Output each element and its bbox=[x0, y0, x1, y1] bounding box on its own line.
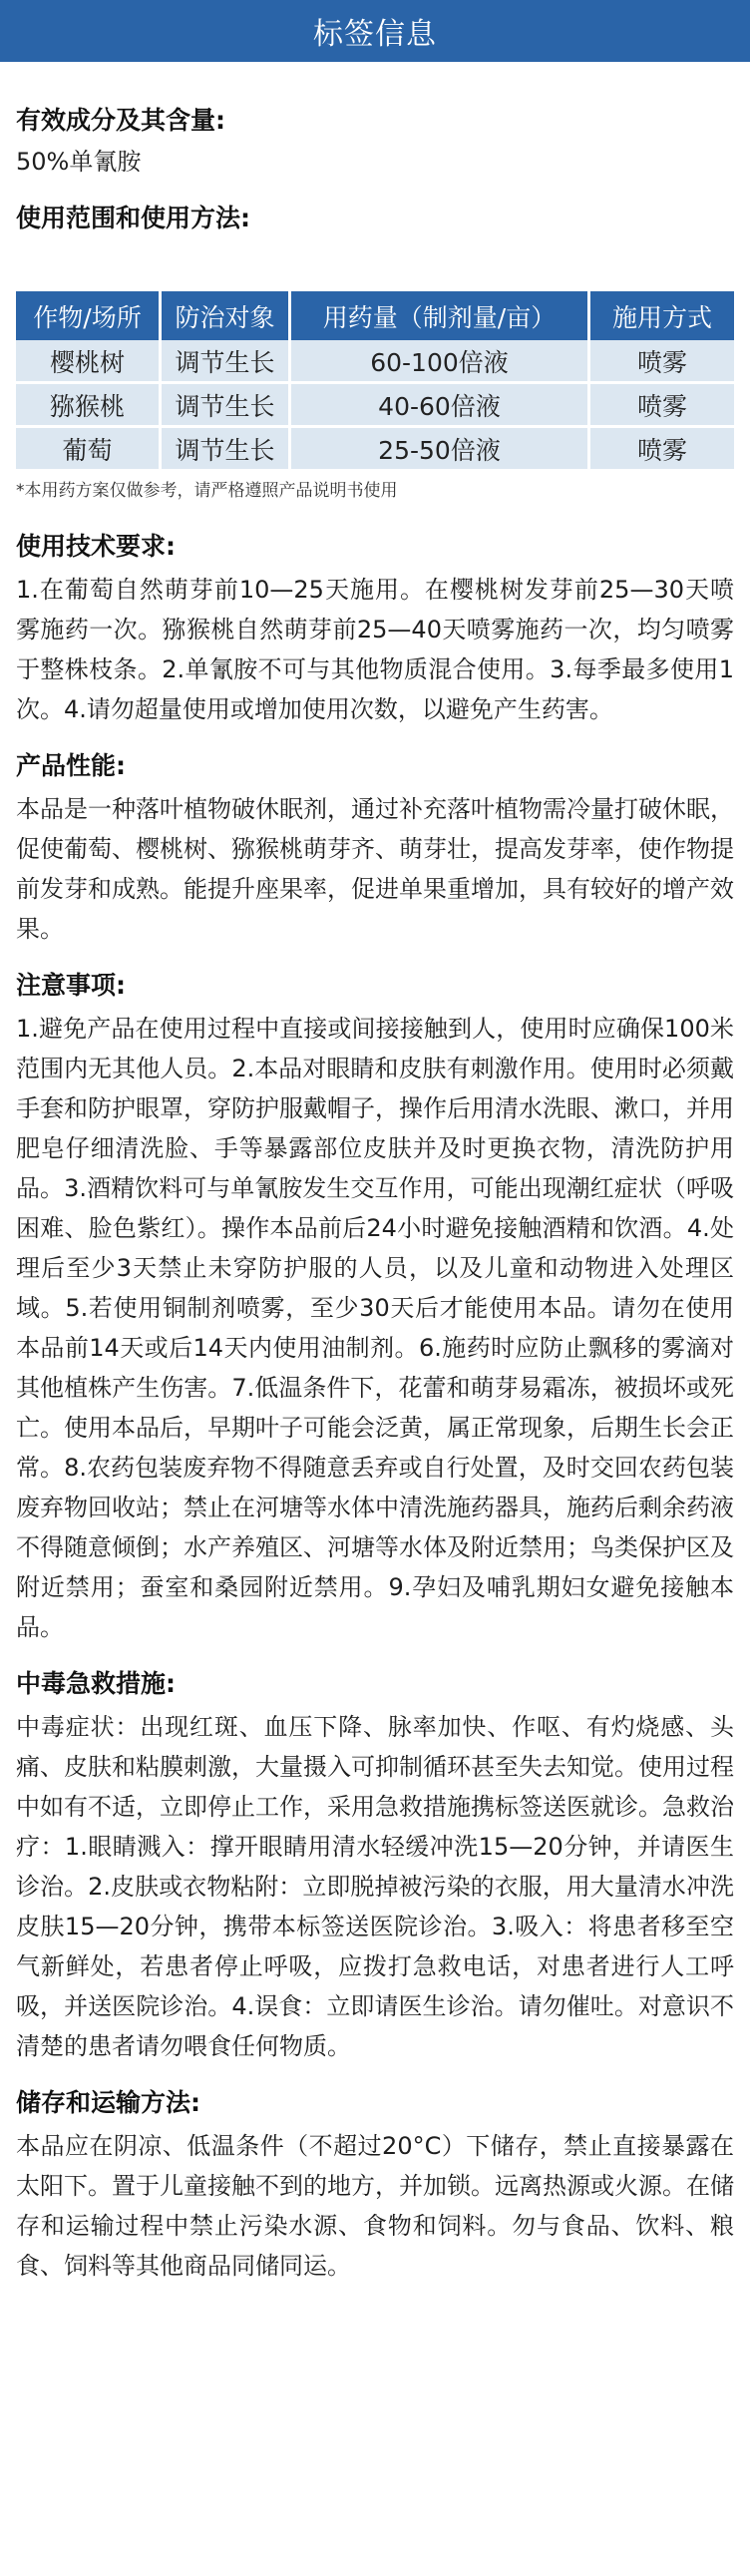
table-row bbox=[16, 340, 734, 384]
table-row bbox=[16, 384, 734, 428]
ingredient-section bbox=[16, 104, 734, 182]
firstaid-text: 中毒症状：出现红斑、血压下降、脉率加快、作呕、有灼烧感、头痛、皮肤和粘膜刺激，大量摄入可抑制循环甚至失去知觉。使用过程中如有不适，立即停止工作，采用急救措施携标签送医就诊。急救治疗：1.眼睛溅入：撑开眼睛用清水轻缓冲洗15—20分钟，并请医生诊治。2.皮肤或衣物粘附：立即脱掉被污染的衣服，用大量清水冲洗皮肤15—20分钟，携带本标签送医院诊治。3.吸入：将患者移至空气新鲜处，若患者停止呼吸，应拨打急救电话，对患者进行人工呼吸，并送医院诊治。4.误食：立即请医生诊治。请勿催吐。对意识不清楚的患者请勿喂食任何物质。 bbox=[16, 1713, 734, 2060]
column-header-dosage: 用药量（制剂量/亩） bbox=[291, 291, 590, 340]
caution-title: 注意事项: bbox=[16, 971, 126, 1000]
usage-note: *本用药方案仅做参考，请严格遵照产品说明书使用 bbox=[16, 481, 398, 501]
table-cell-method: 喷雾 bbox=[590, 384, 734, 428]
column-header-target: 防治对象 bbox=[162, 291, 291, 340]
tech-section bbox=[16, 530, 734, 729]
table-cell-dosage: 25-50倍液 bbox=[291, 428, 590, 472]
caution-text: 1.避免产品在使用过程中直接或间接接触到人，使用时应确保100米范围内无其他人员。2.本品对眼睛和皮肤有刺激作用。使用时必须戴手套和防护眼罩，穿防护服戴帽子，操作后用清水洗眼、漱口，并用肥皂仔细清洗脸、手等暴露部位皮肤并及时更换衣物，清洗防护用品。3.酒精饮料可与单氰胺发生交互作用，可能出现潮红症状（呼吸困难、脸色紫红）。操作本品前后24小时避免接触酒精和饮酒。4.处理后至少3天禁止未穿防护服的人员，以及儿童和动物进入处理区域。5.若使用铜制剂喷雾，至少30天后才能使用本品。请勿在使用本品前14天或后14天内使用油制剂。6.施药时应防止飘移的雾滴对其他植株产生伤害。7.低温条件下，花蕾和萌芽易霜冻，被损坏或死亡。使用本品后，早期叶子可能会泛黄，属正常现象，后期生长会正常。8.农药包装废弃物不得随意丢弃或自行处置，及时交回农药包装废弃物回收站；禁止在河塘等水体中清洗施药器具，施药后剩余药液不得随意倾倒；水产养殖区、河塘等水体及附近禁用；鸟类保护区及附近禁用；蚕室和桑园附近禁用。9.孕妇及哺乳期妇女避免接触本品。 bbox=[16, 1015, 734, 1641]
storage-section bbox=[16, 2086, 734, 2286]
column-header-crop: 作物/场所 bbox=[16, 291, 162, 340]
ingredient-title: 有效成分及其含量: bbox=[16, 106, 225, 135]
ingredient-value: 50%单氰胺 bbox=[16, 148, 142, 176]
table-cell-target: 调节生长 bbox=[162, 340, 291, 384]
table-cell-method: 喷雾 bbox=[590, 428, 734, 472]
header-bar bbox=[0, 0, 750, 62]
performance-text: 本品是一种落叶植物破休眠剂，通过补充落叶植物需冷量打破休眠，促使葡萄、樱桃树、猕猴桃萌芽齐、萌芽壮，提高发芽率，使作物提前发芽和成熟。能提升座果率，促进单果重增加，具有较好的增产效果。 bbox=[16, 795, 734, 943]
storage-title: 储存和运输方法: bbox=[16, 2088, 200, 2117]
table-cell-target: 调节生长 bbox=[162, 384, 291, 428]
usage-table bbox=[16, 291, 734, 472]
column-header-method: 施用方式 bbox=[590, 291, 734, 340]
storage-text: 本品应在阴凉、低温条件（不超过20°C）下储存，禁止直接暴露在太阳下。置于儿童接触不到的地方，并加锁。远离热源或火源。在储存和运输过程中禁止污染水源、食物和饲料。勿与食品、饮料、粮食、饲料等其他商品同储同运。 bbox=[16, 2132, 734, 2280]
label-content bbox=[0, 104, 750, 2286]
header-title: 标签信息 bbox=[313, 17, 437, 52]
table-cell-method: 喷雾 bbox=[590, 340, 734, 384]
table-cell-dosage: 40-60倍液 bbox=[291, 384, 590, 428]
firstaid-section bbox=[16, 1667, 734, 2066]
performance-section bbox=[16, 749, 734, 949]
table-cell-dosage: 60-100倍液 bbox=[291, 340, 590, 384]
tech-text: 1.在葡萄自然萌芽前10—25天施用。在樱桃树发芽前25—30天喷雾施药一次。猕猴桃自然萌芽前25—40天喷雾施药一次，均匀喷雾于整株枝条。2.单氰胺不可与其他物质混合使用。3.每季最多使用1次。4.请勿超量使用或增加使用次数，以避免产生药害。 bbox=[16, 576, 734, 723]
caution-section bbox=[16, 969, 734, 1647]
table-cell-target: 调节生长 bbox=[162, 428, 291, 472]
usage-section bbox=[16, 202, 734, 504]
usage-title: 使用范围和使用方法: bbox=[16, 204, 250, 232]
table-row bbox=[16, 428, 734, 472]
tech-title: 使用技术要求: bbox=[16, 532, 176, 561]
usage-table-header-row bbox=[16, 291, 734, 340]
table-cell-crop: 葡萄 bbox=[16, 428, 162, 472]
table-cell-crop: 猕猴桃 bbox=[16, 384, 162, 428]
firstaid-title: 中毒急救措施: bbox=[16, 1669, 176, 1698]
performance-title: 产品性能: bbox=[16, 751, 126, 780]
table-cell-crop: 樱桃树 bbox=[16, 340, 162, 384]
